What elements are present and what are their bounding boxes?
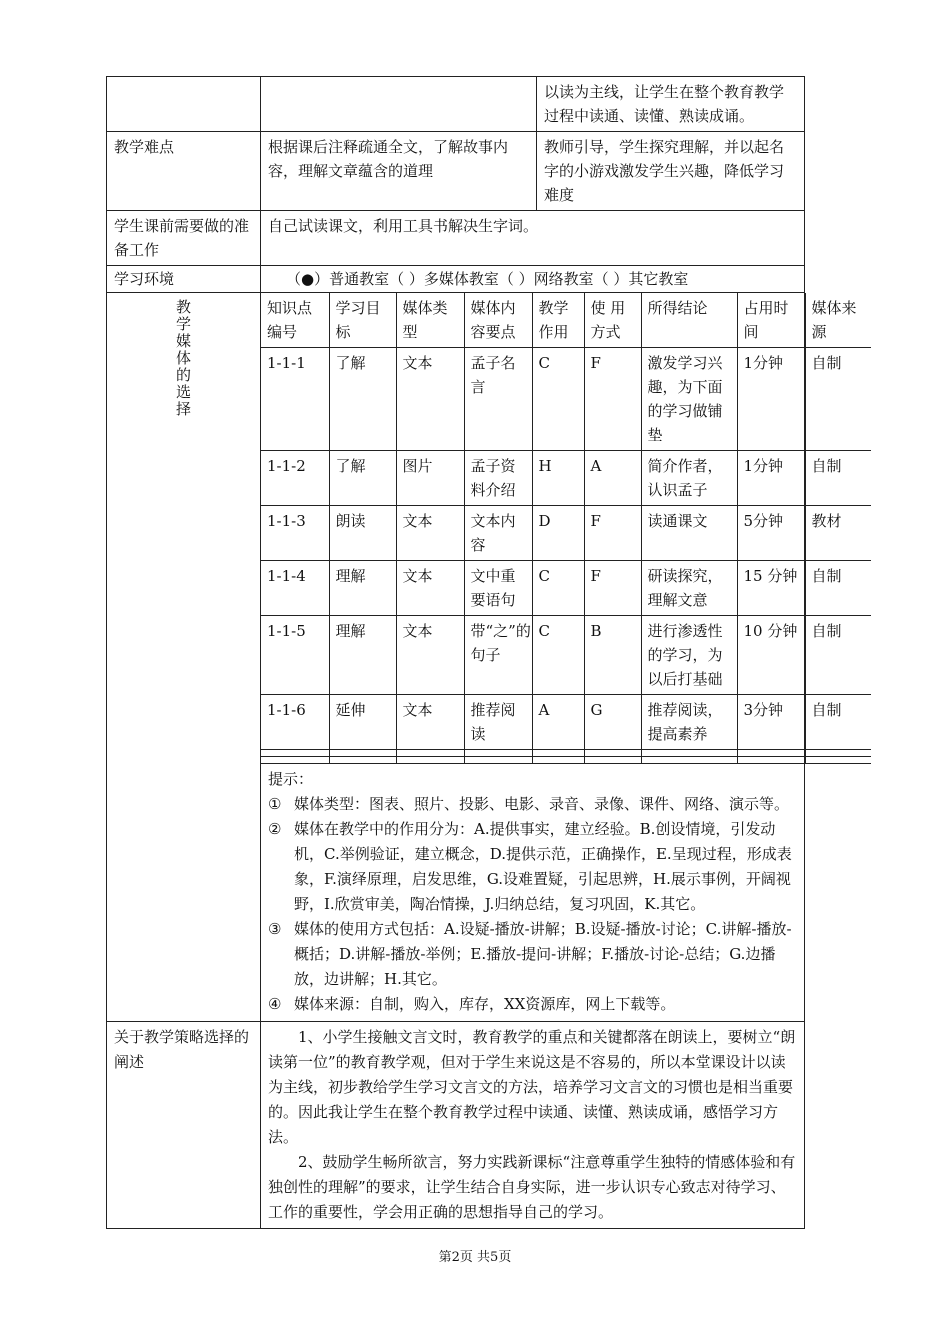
- cell-id: 1-1-1: [261, 348, 329, 451]
- cell-time: 1分钟: [737, 451, 805, 506]
- environment-row: [107, 266, 805, 293]
- page-footer: 第2页 共5页: [438, 1250, 512, 1265]
- header-cell: 所得结论: [641, 293, 737, 348]
- cell-content: 推荐阅读: [464, 695, 532, 750]
- strategy-paragraph: 1、小学生接触文言文时，教育教学的重点和关键都落在朗读上，要树立“朗读第一位”的教育教学观，但对于学生来说这是不容易的，所以本堂课设计以读为主线，初步教给学生学习文言文的方法，培养学习文言文的习惯也是相当重要的。因此我让学生在整个教育教学过程中读通、读懂、熟读成诵，感悟学习方法。: [268, 1028, 796, 1146]
- media-cell: [261, 293, 857, 1022]
- cell-content: 孟子资料介绍: [464, 451, 532, 506]
- cell-content: 孟子名言: [464, 348, 532, 451]
- media-row: [107, 293, 805, 1022]
- media-table: [261, 293, 871, 764]
- difficulty-method: 教师引导，学生探究理解，并以起名字的小游戏激发学生兴趣，降低学习难度: [537, 132, 805, 211]
- cell-content: 带“之”的句子: [464, 616, 532, 695]
- table-row: [261, 348, 871, 451]
- difficulty-label: 教学难点: [107, 132, 261, 211]
- cell-role: A: [532, 695, 584, 750]
- hints-title: 提示：: [268, 770, 314, 788]
- hint-number: ④: [268, 995, 282, 1013]
- header-cell: 教学作用: [532, 293, 584, 348]
- empty-row: [261, 750, 871, 757]
- strategy-content: [261, 1022, 805, 1229]
- cell-source: 教材: [805, 506, 871, 561]
- media-label: 教学媒体的选择: [175, 298, 191, 418]
- cell-time: 10 分钟: [737, 616, 805, 695]
- cell-usage: F: [584, 561, 641, 616]
- strategy-continuation-row: [107, 77, 805, 132]
- cell-usage: G: [584, 695, 641, 750]
- cell-usage: A: [584, 451, 641, 506]
- cell-conclusion: 激发学习兴趣，为下面的学习做铺垫: [641, 348, 737, 451]
- media-header-row: [261, 293, 871, 348]
- cell-conclusion: 推荐阅读，提高素养: [641, 695, 737, 750]
- cell-role: C: [532, 561, 584, 616]
- header-cell: 使 用方式: [584, 293, 641, 348]
- difficulty-content: 根据课后注释疏通全文，了解故事内容，理解文章蕴含的道理: [261, 132, 537, 211]
- row0-content: [261, 77, 537, 132]
- row0-method: 以读为主线，让学生在整个教育教学过程中读通、读懂、熟读成诵。: [537, 77, 805, 132]
- cell-goal: 延伸: [329, 695, 396, 750]
- cell-goal: 理解: [329, 561, 396, 616]
- strategy-label: 关于教学策略选择的阐述: [107, 1022, 261, 1229]
- hint-number: ①: [268, 795, 282, 813]
- cell-goal: 理解: [329, 616, 396, 695]
- environment-text: （●）普通教室（ ）多媒体教室（ ）网络教室（ ）其它教室: [286, 270, 689, 288]
- cell-id: 1-1-6: [261, 695, 329, 750]
- cell-time: 5分钟: [737, 506, 805, 561]
- hint-text: 媒体的使用方式包括：A.设疑-播放-讲解；B.设疑-播放-讨论；C.讲解-播放-概括；D.讲解-播放-举例；E.播放-提问-讲解；F.播放-讨论-总结；G.边播放，边讲解；H.其它。: [294, 920, 792, 988]
- lesson-plan-table: [106, 76, 857, 1229]
- cell-goal: 了解: [329, 451, 396, 506]
- header-cell: 媒体来源: [805, 293, 871, 348]
- preparation-content: 自己试读课文，利用工具书解决生字词。: [261, 211, 805, 266]
- cell-goal: 了解: [329, 348, 396, 451]
- cell-usage: B: [584, 616, 641, 695]
- cell-conclusion: 研读探究，理解文意: [641, 561, 737, 616]
- table-row: [261, 451, 871, 506]
- hint-number: ③: [268, 920, 282, 938]
- cell-time: 15 分钟: [737, 561, 805, 616]
- difficulty-row: [107, 132, 805, 211]
- hint-text: 媒体在教学中的作用分为：A.提供事实，建立经验。B.创设情境，引发动机，C.举例验证，建立概念，D.提供示范，正确操作，E.呈现过程，形成表象，F.演绎原理，启发思维，G.设难置疑，引起思辨，H.展示事例，开阔视野，I.欣赏审美，陶冶情操，J.归纳总结，复习巩固，K.其它。: [294, 820, 792, 913]
- hints-block: [261, 764, 804, 1021]
- cell-source: 自制: [805, 561, 871, 616]
- cell-role: D: [532, 506, 584, 561]
- cell-type: 文本: [396, 695, 464, 750]
- hint-item: [268, 792, 797, 817]
- cell-content: 文本内容: [464, 506, 532, 561]
- cell-time: 3分钟: [737, 695, 805, 750]
- cell-type: 文本: [396, 348, 464, 451]
- table-row: [261, 616, 871, 695]
- cell-role: C: [532, 348, 584, 451]
- cell-source: 自制: [805, 348, 871, 451]
- strategy-row: [107, 1022, 805, 1229]
- empty-row: [261, 757, 871, 764]
- hint-item: [268, 817, 797, 917]
- cell-id: 1-1-5: [261, 616, 329, 695]
- preparation-row: [107, 211, 805, 266]
- header-cell: 媒体类型: [396, 293, 464, 348]
- table-row: [261, 506, 871, 561]
- cell-id: 1-1-3: [261, 506, 329, 561]
- media-label-cell: [107, 293, 261, 1022]
- table-row: [261, 561, 871, 616]
- cell-conclusion: 进行渗透性的学习，为以后打基础: [641, 616, 737, 695]
- cell-type: 文本: [396, 616, 464, 695]
- cell-source: 自制: [805, 451, 871, 506]
- preparation-label: 学生课前需要做的准备工作: [107, 211, 261, 266]
- hint-text: 媒体类型：图表、照片、投影、电影、录音、录像、课件、网络、演示等。: [294, 795, 790, 813]
- hint-item: [268, 917, 797, 992]
- cell-usage: F: [584, 506, 641, 561]
- environment-label: 学习环境: [107, 266, 261, 293]
- row0-label: [107, 77, 261, 132]
- header-cell: 媒体内容要点: [464, 293, 532, 348]
- header-cell: 学习目标: [329, 293, 396, 348]
- header-cell: 知识点编号: [261, 293, 329, 348]
- strategy-paragraph: 2、鼓励学生畅所欲言，努力实践新课标“注意尊重学生独特的情感体验和有独创性的理解”的要求，让学生结合自身实际，进一步认识专心致志对待学习、工作的重要性，学会用正确的思想指导自己的学习。: [268, 1153, 796, 1221]
- cell-source: 自制: [805, 695, 871, 750]
- cell-source: 自制: [805, 616, 871, 695]
- table-row: [261, 695, 871, 750]
- cell-conclusion: 简介作者，认识孟子: [641, 451, 737, 506]
- hint-item: [268, 992, 797, 1017]
- cell-usage: F: [584, 348, 641, 451]
- cell-role: H: [532, 451, 584, 506]
- cell-role: C: [532, 616, 584, 695]
- cell-content: 文中重要语句: [464, 561, 532, 616]
- environment-options: [261, 266, 805, 293]
- cell-id: 1-1-4: [261, 561, 329, 616]
- hint-number: ②: [268, 820, 282, 838]
- cell-type: 文本: [396, 506, 464, 561]
- header-cell: 占用时间: [737, 293, 805, 348]
- cell-type: 图片: [396, 451, 464, 506]
- cell-time: 1分钟: [737, 348, 805, 451]
- cell-conclusion: 读通课文: [641, 506, 737, 561]
- cell-type: 文本: [396, 561, 464, 616]
- hint-text: 媒体来源：自制，购入，库存，XX资源库，网上下载等。: [294, 995, 676, 1013]
- cell-goal: 朗读: [329, 506, 396, 561]
- cell-id: 1-1-2: [261, 451, 329, 506]
- page-content: [106, 76, 857, 1229]
